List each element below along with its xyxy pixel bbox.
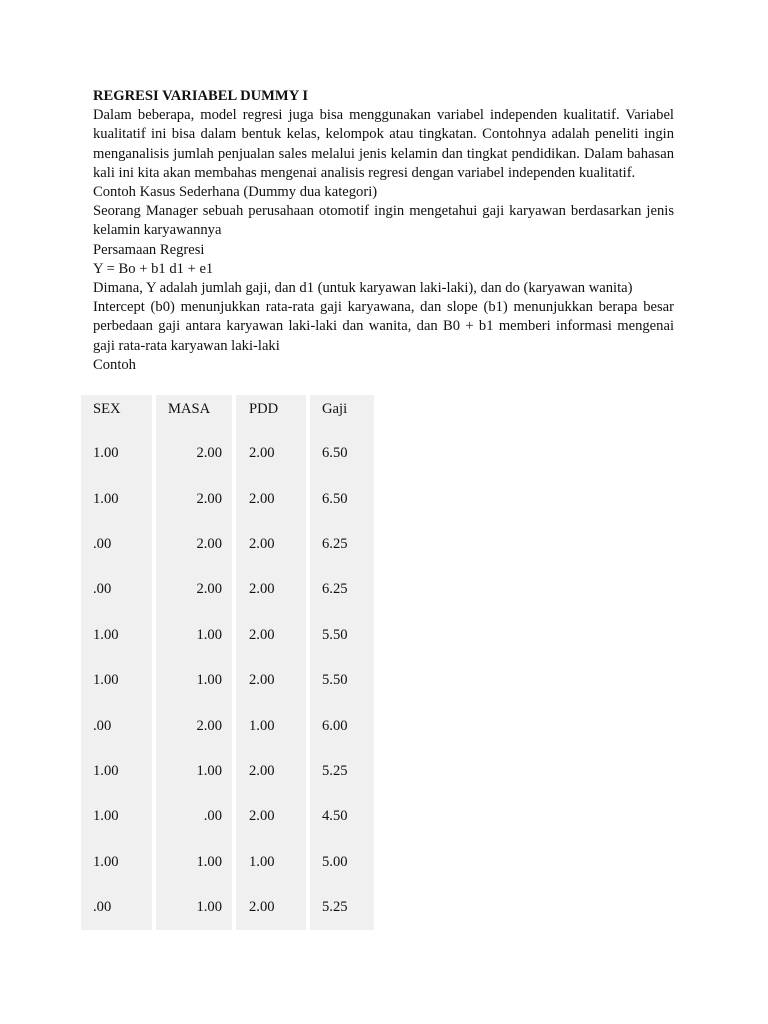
- table-cell: 2.00: [156, 431, 232, 476]
- table-cell: 5.25: [310, 885, 374, 930]
- table-cell: 5.25: [310, 749, 374, 794]
- table-cell: 6.50: [310, 476, 374, 521]
- table-cell: 6.25: [310, 522, 374, 567]
- table-cell: 5.00: [310, 840, 374, 885]
- table-cell: .00: [81, 522, 152, 567]
- table-row: [81, 476, 374, 521]
- table-cell: 1.00: [81, 794, 152, 839]
- table-cell: 1.00: [81, 840, 152, 885]
- table-cell: 1.00: [236, 840, 306, 885]
- table-cell: 1.00: [81, 658, 152, 703]
- table-cell: .00: [81, 567, 152, 612]
- where-paragraph: Dimana, Y adalah jumlah gaji, dan d1 (untuk karyawan laki-laki), dan do (karyawan wanita): [93, 280, 633, 297]
- intercept-paragraph: Intercept (b0) menunjukkan rata-rata gaji karyawana, dan slope (b1) menunjukkan berapa besar perbedaan gaji antara karyawan laki-laki dan wanita, dan B0 + b1 memberi informasi mengenai gaji rata-rata karyawan laki-laki: [93, 299, 674, 354]
- table-row: [81, 613, 374, 658]
- case-paragraph: Seorang Manager sebuah perusahaan otomotif ingin mengetahui gaji karyawan berdasarkan jenis kelamin karyawannya: [93, 203, 674, 239]
- table-cell: 2.00: [236, 522, 306, 567]
- table-row: [81, 794, 374, 839]
- table-header-row: [81, 395, 374, 431]
- table-cell: 6.00: [310, 703, 374, 748]
- example-label: Contoh: [93, 356, 136, 373]
- intro-paragraph: Dalam beberapa, model regresi juga bisa menggunakan variabel independen kualitatif. Variabel kualitatif ini bisa dalam bentuk kelas, kelompok atau tingkatan. Contohnya adalah peneliti ingin menganalisis jumlah penjualan sales melalui jenis kelamin dan tingkat pendidikan. Dalam bahasan kali ini kita akan membahas mengenai analisis regresi dengan variabel independen kualitatif.: [93, 107, 674, 181]
- table-row: [81, 431, 374, 476]
- table-cell: 6.25: [310, 567, 374, 612]
- table-header-cell: SEX: [81, 395, 152, 431]
- table-header-cell: PDD: [236, 395, 306, 431]
- table-cell: .00: [156, 794, 232, 839]
- table-cell: 6.50: [310, 431, 374, 476]
- table-cell: 1.00: [156, 840, 232, 885]
- table-cell: 2.00: [236, 567, 306, 612]
- table-row: [81, 703, 374, 748]
- table-cell: 2.00: [236, 794, 306, 839]
- table-cell: 5.50: [310, 613, 374, 658]
- table-cell: 2.00: [156, 522, 232, 567]
- table-cell: 1.00: [81, 476, 152, 521]
- table-cell: 2.00: [236, 476, 306, 521]
- table-row: [81, 840, 374, 885]
- table-cell: 2.00: [236, 613, 306, 658]
- table-cell: 1.00: [156, 885, 232, 930]
- table-cell: 1.00: [156, 613, 232, 658]
- case-heading: Contoh Kasus Sederhana (Dummy dua kategori): [93, 184, 378, 201]
- table-cell: 1.00: [81, 613, 152, 658]
- table-header-cell: MASA: [156, 395, 232, 431]
- table-row: [81, 749, 374, 794]
- equation-heading: Persamaan Regresi: [93, 241, 205, 258]
- table-cell: 2.00: [236, 658, 306, 703]
- table-cell: 2.00: [236, 431, 306, 476]
- equation: Y = Bo + b1 d1 + e1: [93, 260, 214, 277]
- table-cell: 4.50: [310, 794, 374, 839]
- table-cell: 1.00: [156, 658, 232, 703]
- table-cell: 5.50: [310, 658, 374, 703]
- table-cell: 2.00: [156, 476, 232, 521]
- table-row: [81, 567, 374, 612]
- table-cell: 2.00: [156, 567, 232, 612]
- table-cell: 2.00: [236, 749, 306, 794]
- table-row: [81, 522, 374, 567]
- table-cell: 1.00: [156, 749, 232, 794]
- table-cell: 2.00: [236, 885, 306, 930]
- table-row: [81, 658, 374, 703]
- table-cell: 2.00: [156, 703, 232, 748]
- table-cell: .00: [81, 703, 152, 748]
- table-cell: .00: [81, 885, 152, 930]
- document-title: REGRESI VARIABEL DUMMY I: [93, 88, 309, 104]
- table-cell: 1.00: [81, 431, 152, 476]
- data-table: [77, 395, 378, 930]
- table-cell: 1.00: [236, 703, 306, 748]
- table-row: [81, 885, 374, 930]
- document-body: [93, 87, 674, 375]
- table-header-cell: Gaji: [310, 395, 374, 431]
- table-cell: 1.00: [81, 749, 152, 794]
